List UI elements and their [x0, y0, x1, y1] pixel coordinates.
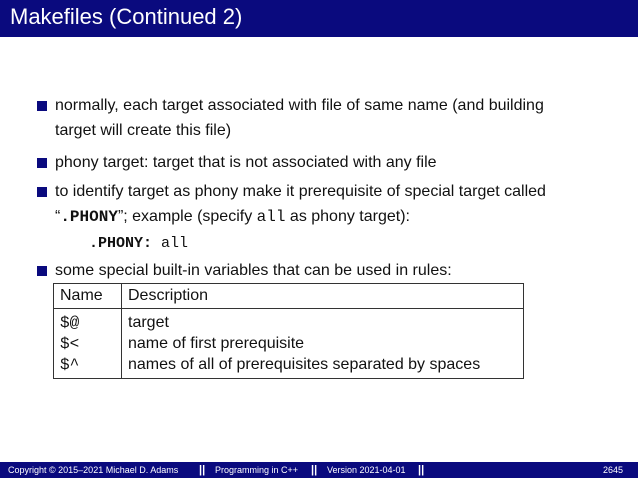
var-description: name of first prerequisite: [122, 333, 524, 354]
var-name: $^: [54, 354, 122, 379]
bullet-2: phony target: target that is not associated with any file: [55, 154, 437, 171]
bullet-4: some special built-in variables that can be used in rules:: [55, 262, 452, 279]
table-row: [54, 333, 524, 354]
code-target: .PHONY:: [89, 235, 153, 252]
var-name: $<: [54, 333, 122, 354]
bullet-marker: [37, 158, 47, 168]
slide-title: Makefiles (Continued 2): [10, 4, 243, 29]
header-description: Description: [122, 284, 524, 309]
phony-code: .PHONY: [60, 208, 118, 226]
footer-version: Version 2021-04-01: [327, 465, 406, 475]
table-row: [54, 354, 524, 379]
var-name: $@: [54, 309, 122, 334]
footer-separator: ||: [199, 464, 206, 476]
var-description: names of all of prerequisites separated by spaces: [122, 354, 524, 379]
footer-page-number: 2645: [603, 465, 624, 475]
bullet-1-line-1: normally, each target associated with file of same name (and building: [55, 97, 544, 114]
code-prereq: all: [152, 235, 189, 252]
bullet-marker: [37, 187, 47, 197]
footer-course: Programming in C++: [215, 465, 299, 475]
var-description: target: [122, 309, 524, 334]
bullet-marker: [37, 101, 47, 111]
bullet-3-end-text: as phony target):: [285, 208, 410, 225]
bullet-3-line-1: to identify target as phony make it prerequisite of special target called: [55, 183, 546, 200]
footer-separator: ||: [418, 464, 425, 476]
bullet-marker: [37, 266, 47, 276]
footer-copyright: Copyright © 2015–2021 Michael D. Adams: [8, 465, 179, 475]
code-example: [89, 232, 188, 255]
header-name: Name: [54, 284, 122, 309]
bullet-3-mid-text: ”; example (specify: [117, 208, 257, 225]
quote-open: “: [55, 208, 61, 225]
footer-separator: ||: [311, 464, 318, 476]
variables-table: [53, 283, 524, 379]
title-bar: [0, 0, 638, 37]
footer-bar: [0, 462, 638, 478]
table-row: [54, 309, 524, 334]
table-header-row: [54, 284, 524, 309]
bullet-3-line-2: [55, 206, 410, 228]
all-code: all: [256, 208, 286, 226]
bullet-1-line-2: target will create this file): [55, 122, 232, 139]
